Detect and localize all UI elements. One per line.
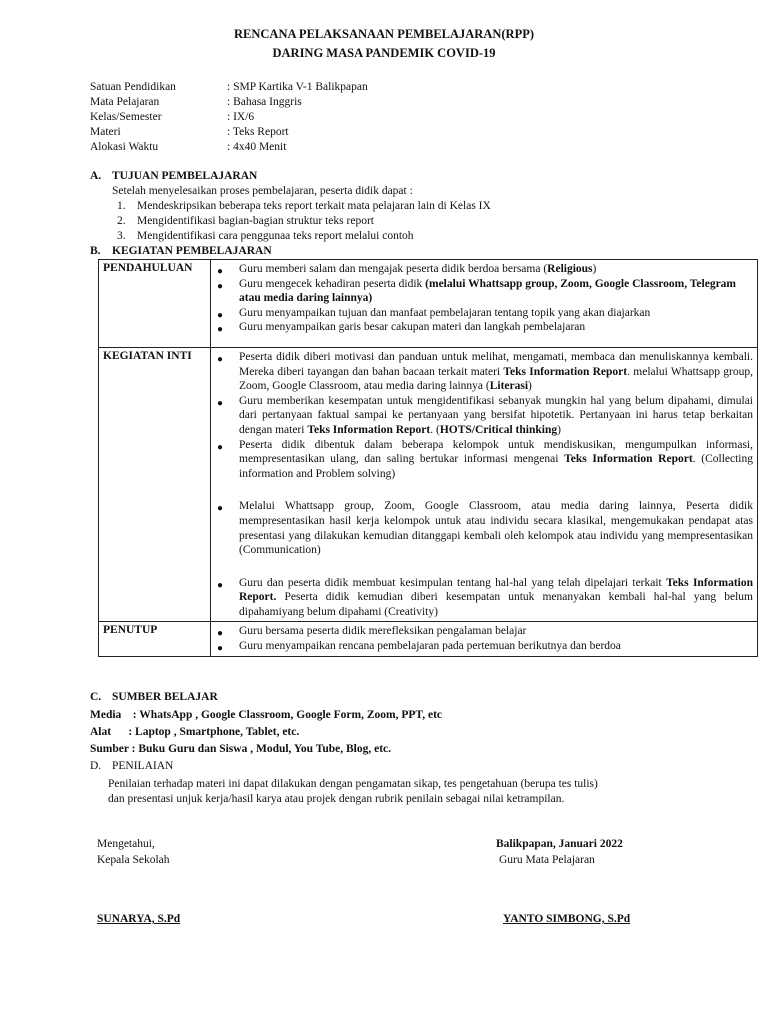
phase-content bbox=[211, 622, 758, 656]
list-item bbox=[117, 229, 414, 244]
phase-label: PENDAHULUAN bbox=[99, 260, 211, 348]
phase-content bbox=[211, 260, 758, 348]
table-row bbox=[99, 347, 758, 622]
identity-label: Mata Pelajaran bbox=[90, 96, 160, 108]
bullet-icon: ● bbox=[217, 397, 224, 409]
item-bold: Teks Information Report bbox=[307, 423, 431, 436]
item-bold: Teks Information Report bbox=[564, 453, 693, 466]
item-text: . (Collecting information and Problem solving) bbox=[239, 453, 753, 480]
list-item bbox=[215, 576, 753, 620]
list-item bbox=[215, 262, 753, 277]
list-item bbox=[215, 394, 753, 438]
identity-label: Kelas/Semester bbox=[90, 111, 162, 123]
item-text: ) bbox=[557, 423, 561, 436]
item-text: Guru memberikan kesempatan untuk mengidentifikasi sebanyak mungkin hal yang belum dipahami, dimulai dari pertanyaan faktual sampai ke pertanyaan yang bersifat hipotetik. Pertanyaan ini harus tetap berkaitan dengan materi bbox=[239, 394, 753, 436]
list-item bbox=[215, 277, 753, 306]
item-text: Peserta didik kemudian diberi kesempatan untuk menanyakan kembali hal-hal yang belum dipahamiyang belum dipahami (Creativity) bbox=[239, 591, 753, 618]
signature-left-line: Kepala Sekolah bbox=[97, 854, 170, 866]
bullet-icon: ● bbox=[217, 643, 224, 655]
list-item bbox=[215, 438, 753, 482]
item-text: ) bbox=[592, 263, 597, 275]
identity-row bbox=[90, 125, 590, 140]
phase-content bbox=[211, 347, 758, 622]
section-letter: C. bbox=[90, 691, 102, 703]
identity-label: Materi bbox=[90, 126, 121, 138]
item-bold: (melalui Whattsapp group, Zoom, Google Classroom, Telegram atau media daring lainnya) bbox=[239, 277, 737, 305]
section-letter: B. bbox=[90, 245, 101, 257]
identity-row bbox=[90, 110, 590, 125]
list-item bbox=[117, 199, 491, 214]
item-text: Peserta didik dibentuk dalam beberapa kelompok untuk mendiskusikan, mengumpulkan informasi, mempresentasikan ulang, dan saling bertukar informasi mengenai bbox=[239, 438, 753, 466]
item-text: Guru memberi salam dan mengajak peserta didik berdoa bersama ( bbox=[239, 263, 548, 275]
item-text: Guru menyampaikan tujuan dan manfaat pembelajaran tentang topik yang akan diajarkan bbox=[239, 306, 651, 319]
identity-row bbox=[90, 140, 590, 155]
section-a-heading bbox=[90, 169, 257, 184]
identity-value: : Bahasa Inggris bbox=[227, 96, 302, 108]
section-title: PENILAIAN bbox=[112, 760, 174, 772]
list-number: 3. bbox=[117, 230, 126, 242]
bullet-icon: ● bbox=[217, 441, 224, 453]
section-title: TUJUAN PEMBELAJARAN bbox=[112, 170, 258, 182]
section-a-intro: Setelah menyelesaikan proses pembelajaran, peserta didik dapat : bbox=[112, 185, 413, 197]
item-text: Guru dan peserta didik membuat kesimpulan tentang hal-hal yang telah dipelajari terkait bbox=[239, 576, 667, 589]
title-line-1: RENCANA PELAKSANAAN PEMBELAJARAN(RPP) bbox=[234, 27, 534, 41]
list-item bbox=[215, 350, 753, 394]
bullet-icon: ● bbox=[217, 503, 224, 515]
list-item bbox=[215, 624, 753, 639]
item-text: Melalui Whattsapp group, Zoom, Google Classroom, atau media daring lainnya, Peserta didik mempresentasikan hasil kerja kelompok untuk atau individu secara klasikal, mengemukakan pendapat atas presentasi yang dilakukan kemudian ditanggapi kembali oleh kelompok atau individu yang mempresentasikan (Communication) bbox=[239, 500, 753, 557]
bullet-icon: ● bbox=[217, 353, 224, 365]
list-item bbox=[117, 214, 374, 229]
item-text: Guru menyampaikan rencana pembelajaran pada pertemuan berikutnya dan berdoa bbox=[239, 640, 621, 653]
item-bold: Religious bbox=[547, 263, 593, 275]
item-bold: Teks Information Report. bbox=[239, 576, 754, 604]
bullet-icon: ● bbox=[217, 324, 224, 336]
item-bold: Literasi bbox=[489, 380, 529, 393]
item-text: Guru mengecek kehadiran peserta didik bbox=[239, 277, 426, 290]
sumber-line: Sumber : Buku Guru dan Siswa , Modul, You Tube, Blog, etc. bbox=[90, 743, 392, 755]
identity-label: Alokasi Waktu bbox=[90, 141, 159, 153]
item-text: Guru menyampaikan garis besar cakupan materi dan langkah pembelajaran bbox=[239, 321, 586, 334]
identity-value: : Teks Report bbox=[227, 126, 289, 138]
item-bold: Teks Information Report bbox=[503, 365, 628, 378]
list-text: Mengidentifikasi cara penggunaa teks report melalui contoh bbox=[137, 230, 414, 242]
bullet-icon: ● bbox=[217, 579, 224, 591]
table-row bbox=[99, 622, 758, 656]
section-title: SUMBER BELAJAR bbox=[112, 691, 218, 703]
identity-row bbox=[90, 80, 590, 95]
identity-value: : SMP Kartika V-1 Balikpapan bbox=[227, 81, 368, 93]
section-letter: D. bbox=[90, 760, 102, 772]
item-text: Peserta didik diberi motivasi dan panduan untuk melihat, mengamati, membaca dan menuliskannya kembali. Mereka diberi tayangan dan bahan bacaan terkait materi bbox=[239, 350, 753, 378]
title-line-2: DARING MASA PANDEMIK COVID-19 bbox=[272, 46, 496, 60]
bullet-icon: ● bbox=[217, 309, 224, 321]
list-number: 1. bbox=[117, 200, 126, 212]
penilaian-line: dan presentasi unjuk kerja/hasil karya atau projek dengan rubrik penilain sebagai nilai ketrampilan. bbox=[108, 793, 565, 805]
identity-value: : 4x40 Menit bbox=[227, 141, 287, 153]
item-bold: HOTS/Critical thinking bbox=[439, 423, 558, 436]
signature-right-line: Balikpapan, Januari 2022 bbox=[496, 838, 623, 850]
section-letter: A. bbox=[90, 170, 102, 182]
section-title: KEGIATAN PEMBELAJARAN bbox=[112, 245, 272, 257]
kegiatan-table bbox=[98, 259, 758, 657]
bullet-icon: ● bbox=[217, 280, 224, 292]
identity-label: Satuan Pendidikan bbox=[90, 81, 176, 93]
item-text: . ( bbox=[430, 423, 440, 436]
teacher-name: YANTO SIMBONG, S.Pd bbox=[503, 913, 631, 925]
item-text: ) bbox=[528, 380, 532, 393]
section-b-heading bbox=[90, 244, 272, 259]
list-item bbox=[215, 306, 753, 321]
penilaian-line: Penilaian terhadap materi ini dapat dilakukan dengan pengamatan sikap, tes pengetahuan (berupa tes tulis) bbox=[108, 778, 598, 790]
list-item bbox=[215, 499, 753, 557]
phase-label: KEGIATAN INTI bbox=[99, 347, 211, 622]
list-text: Mengidentifikasi bagian-bagian struktur teks report bbox=[137, 215, 374, 227]
identity-value: : IX/6 bbox=[227, 111, 255, 123]
list-text: Mendeskripsikan beberapa teks report terkait mata pelajaran lain di Kelas IX bbox=[137, 200, 491, 212]
list-item bbox=[215, 639, 753, 654]
signature-left-line: Mengetahui, bbox=[97, 838, 155, 850]
table-row bbox=[99, 260, 758, 348]
phase-label: PENUTUP bbox=[99, 622, 211, 656]
principal-name: SUNARYA, S.Pd bbox=[97, 913, 181, 925]
media-line: Media : WhatsApp , Google Classroom, Google Form, Zoom, PPT, etc bbox=[90, 709, 442, 721]
item-text: . melalui Whattsapp group, Zoom, Google Classroom, atau media daring lainnya ( bbox=[239, 365, 754, 393]
section-d-heading bbox=[90, 759, 173, 774]
bullet-icon: ● bbox=[217, 266, 224, 277]
bullet-icon: ● bbox=[217, 628, 224, 640]
identity-row bbox=[90, 95, 590, 110]
signature-right-line: Guru Mata Pelajaran bbox=[499, 854, 595, 866]
section-c-heading bbox=[90, 690, 218, 705]
item-text: Guru bersama peserta didik merefleksikan pengalaman belajar bbox=[239, 625, 527, 638]
list-item bbox=[215, 320, 753, 345]
alat-line: Alat : Laptop , Smartphone, Tablet, etc. bbox=[90, 726, 300, 738]
list-number: 2. bbox=[117, 215, 126, 227]
